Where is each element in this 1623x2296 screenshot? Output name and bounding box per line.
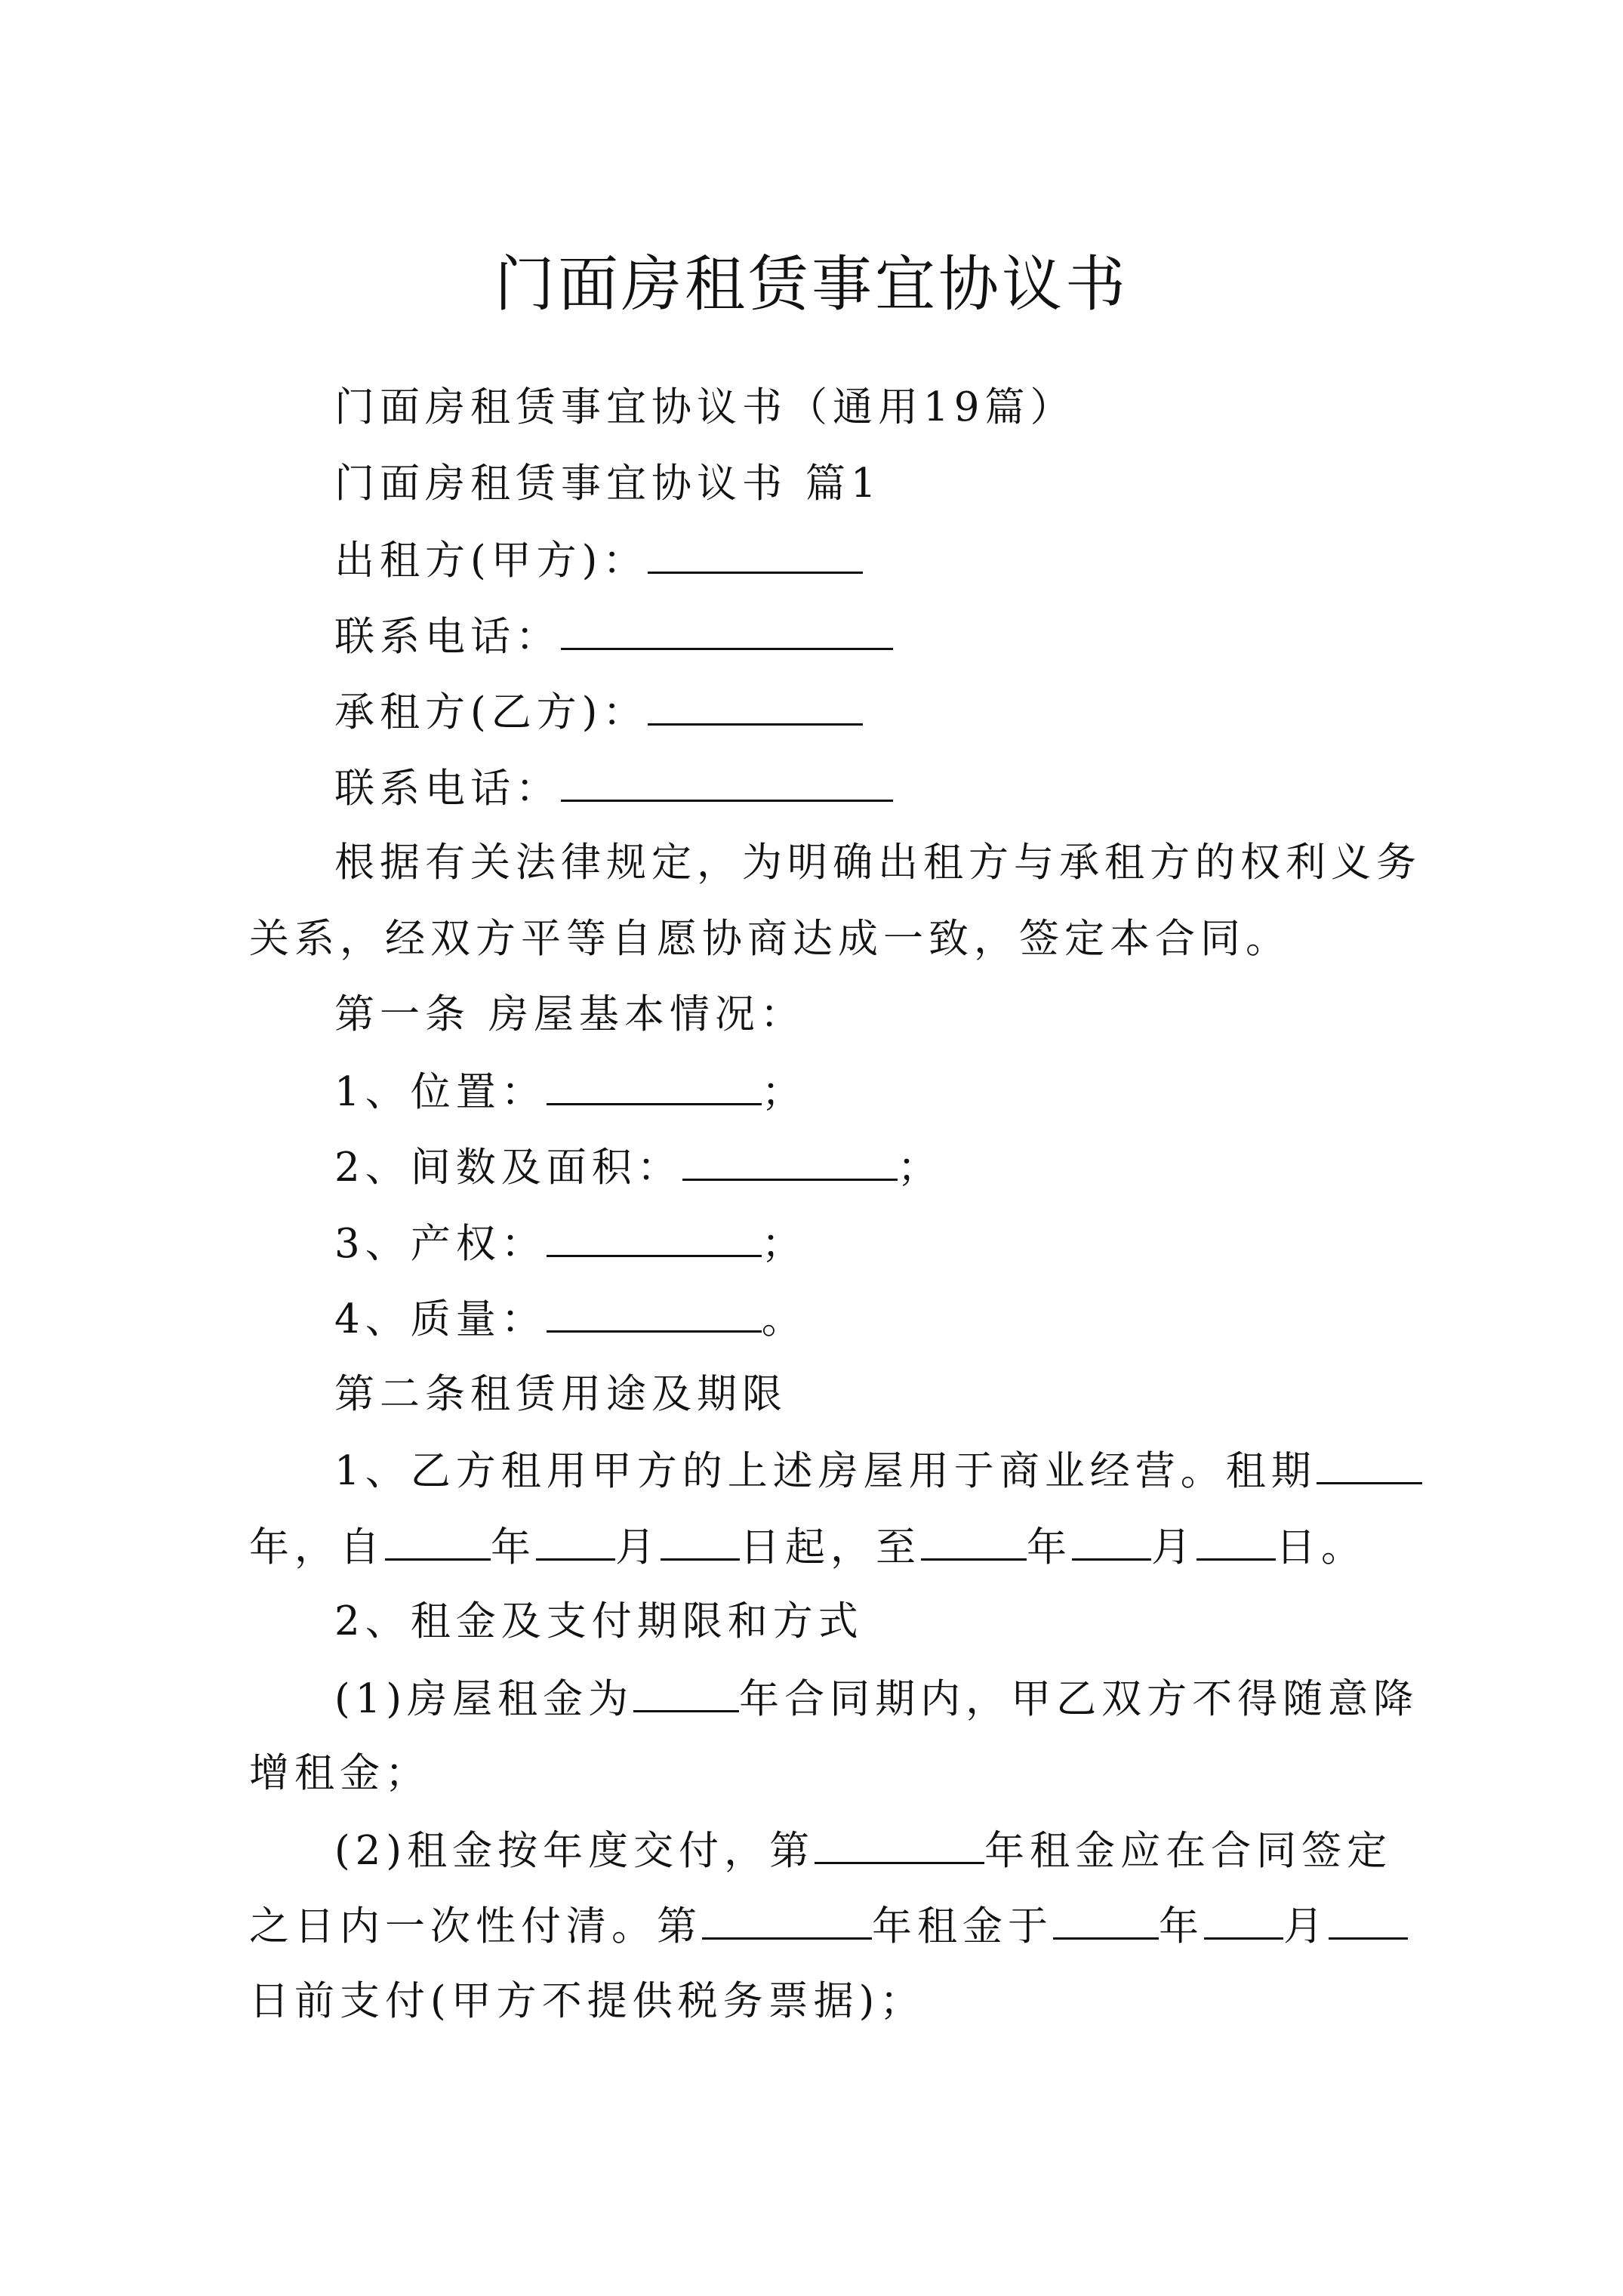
start-year-text: 年: [491, 1524, 536, 1570]
end-year-text: 年: [1027, 1524, 1072, 1570]
rent-first-year-blank: [815, 1820, 984, 1864]
pay-month-blank: [1204, 1895, 1283, 1940]
lessor-blank: [648, 529, 863, 574]
ownership-semicolon: ；: [761, 1221, 807, 1267]
quality-period: 。: [761, 1296, 807, 1342]
end-day-text: 日。: [1276, 1524, 1366, 1570]
section-heading-line: [334, 454, 882, 514]
rent1-line-1: [334, 1668, 1418, 1730]
quality-blank: [547, 1288, 762, 1333]
end-year-blank: [921, 1516, 1027, 1561]
lessee-line: [334, 681, 863, 743]
location-semicolon: ；: [761, 1069, 807, 1115]
preamble-text-2: 关系，经双方平等自愿协商达成一致，签定本合同。: [249, 916, 1291, 962]
rent2-line-2: [249, 1895, 1408, 1957]
lessee-phone-label: 联系电话：: [334, 766, 561, 812]
term-year-text: 年，自: [249, 1524, 385, 1570]
rent-heading-line: [334, 1592, 864, 1652]
ownership-label: 3、产权：: [334, 1221, 547, 1267]
subtitle-line: [334, 378, 1075, 438]
rent2-text-d: 年租金于: [872, 1903, 1053, 1949]
end-day-blank: [1196, 1516, 1276, 1561]
start-day-blank: [661, 1516, 740, 1561]
rent2-text-c: 之日内一次性付清。第: [249, 1903, 702, 1949]
lessee-label: 承租方(乙方)：: [334, 689, 648, 735]
term-text-1: 1、乙方租用甲方的上述房屋用于商业经营。租期: [334, 1448, 1317, 1494]
section-heading: 门面房租赁事宜协议书 篇1: [334, 461, 882, 507]
preamble-text-1: 根据有关法律规定，为明确出租方与承租方的权利义务: [334, 840, 1421, 886]
start-month-text: 月: [615, 1524, 661, 1570]
rent1-line-2: [249, 1743, 430, 1804]
rent2-line-1: [334, 1820, 1392, 1881]
rooms-area-line: [334, 1136, 943, 1198]
start-month-blank: [536, 1516, 615, 1561]
rooms-area-blank: [682, 1136, 898, 1181]
ownership-blank: [547, 1213, 762, 1257]
subtitle: 门面房租赁事宜协议书（通用19篇）: [334, 384, 1076, 430]
rent2-text-b: 年租金应在合同签定: [984, 1828, 1393, 1874]
rent2-text-a: (2)租金按年度交付，第: [334, 1828, 815, 1874]
lessor-phone-line: [334, 606, 893, 667]
rent1-text-2: 增租金；: [249, 1750, 430, 1796]
rent-next-year-blank: [702, 1895, 872, 1940]
article1-heading: 第一条 房屋基本情况：: [334, 991, 805, 1037]
quality-label: 4、质量：: [334, 1296, 547, 1342]
lessee-blank: [648, 681, 863, 726]
term-years-blank: [1317, 1440, 1422, 1484]
lessor-line: [334, 529, 863, 591]
rooms-area-label: 2、间数及面积：: [334, 1145, 682, 1191]
rent2-text-e: 年: [1159, 1903, 1204, 1949]
rent2-text-3: 日前支付(甲方不提供税务票据)；: [249, 1978, 925, 2024]
article2-heading: 第二条租赁用途及期限: [334, 1371, 787, 1417]
lessor-label: 出租方(甲方)：: [334, 538, 648, 584]
article2-heading-line: [334, 1364, 787, 1425]
rent1-text-b: 年合同期内，甲乙双方不得随意降: [739, 1676, 1419, 1722]
location-line: [334, 1061, 807, 1123]
preamble-line-1: [334, 833, 1421, 893]
end-month-blank: [1072, 1516, 1151, 1561]
location-blank: [547, 1061, 762, 1105]
lessor-phone-blank: [561, 606, 893, 650]
rent-heading: 2、租金及支付期限和方式: [334, 1598, 864, 1644]
term-line-2: [249, 1516, 1366, 1578]
start-year-blank: [385, 1516, 491, 1561]
rent2-line-3: [249, 1971, 925, 2032]
location-label: 1、位置：: [334, 1069, 547, 1115]
rent1-text-a: (1)房屋租金为: [334, 1676, 634, 1722]
rooms-area-semicolon: ；: [897, 1145, 943, 1191]
rent2-text-f: 月: [1283, 1903, 1329, 1949]
pay-day-blank: [1329, 1895, 1408, 1940]
lessee-phone-line: [334, 757, 893, 819]
start-day-text: 日起，至: [740, 1524, 921, 1570]
quality-line: [334, 1288, 807, 1350]
preamble-line-2: [249, 909, 1291, 969]
lessee-phone-blank: [561, 757, 893, 802]
article1-heading-line: [334, 985, 805, 1045]
end-month-text: 月: [1151, 1524, 1196, 1570]
document-title: 门面房租赁事宜协议书: [494, 248, 1129, 319]
ownership-line: [334, 1213, 807, 1274]
rent-years-blank: [633, 1668, 739, 1712]
lessor-phone-label: 联系电话：: [334, 614, 561, 660]
pay-year-blank: [1053, 1895, 1159, 1940]
term-line-1: [334, 1440, 1422, 1502]
